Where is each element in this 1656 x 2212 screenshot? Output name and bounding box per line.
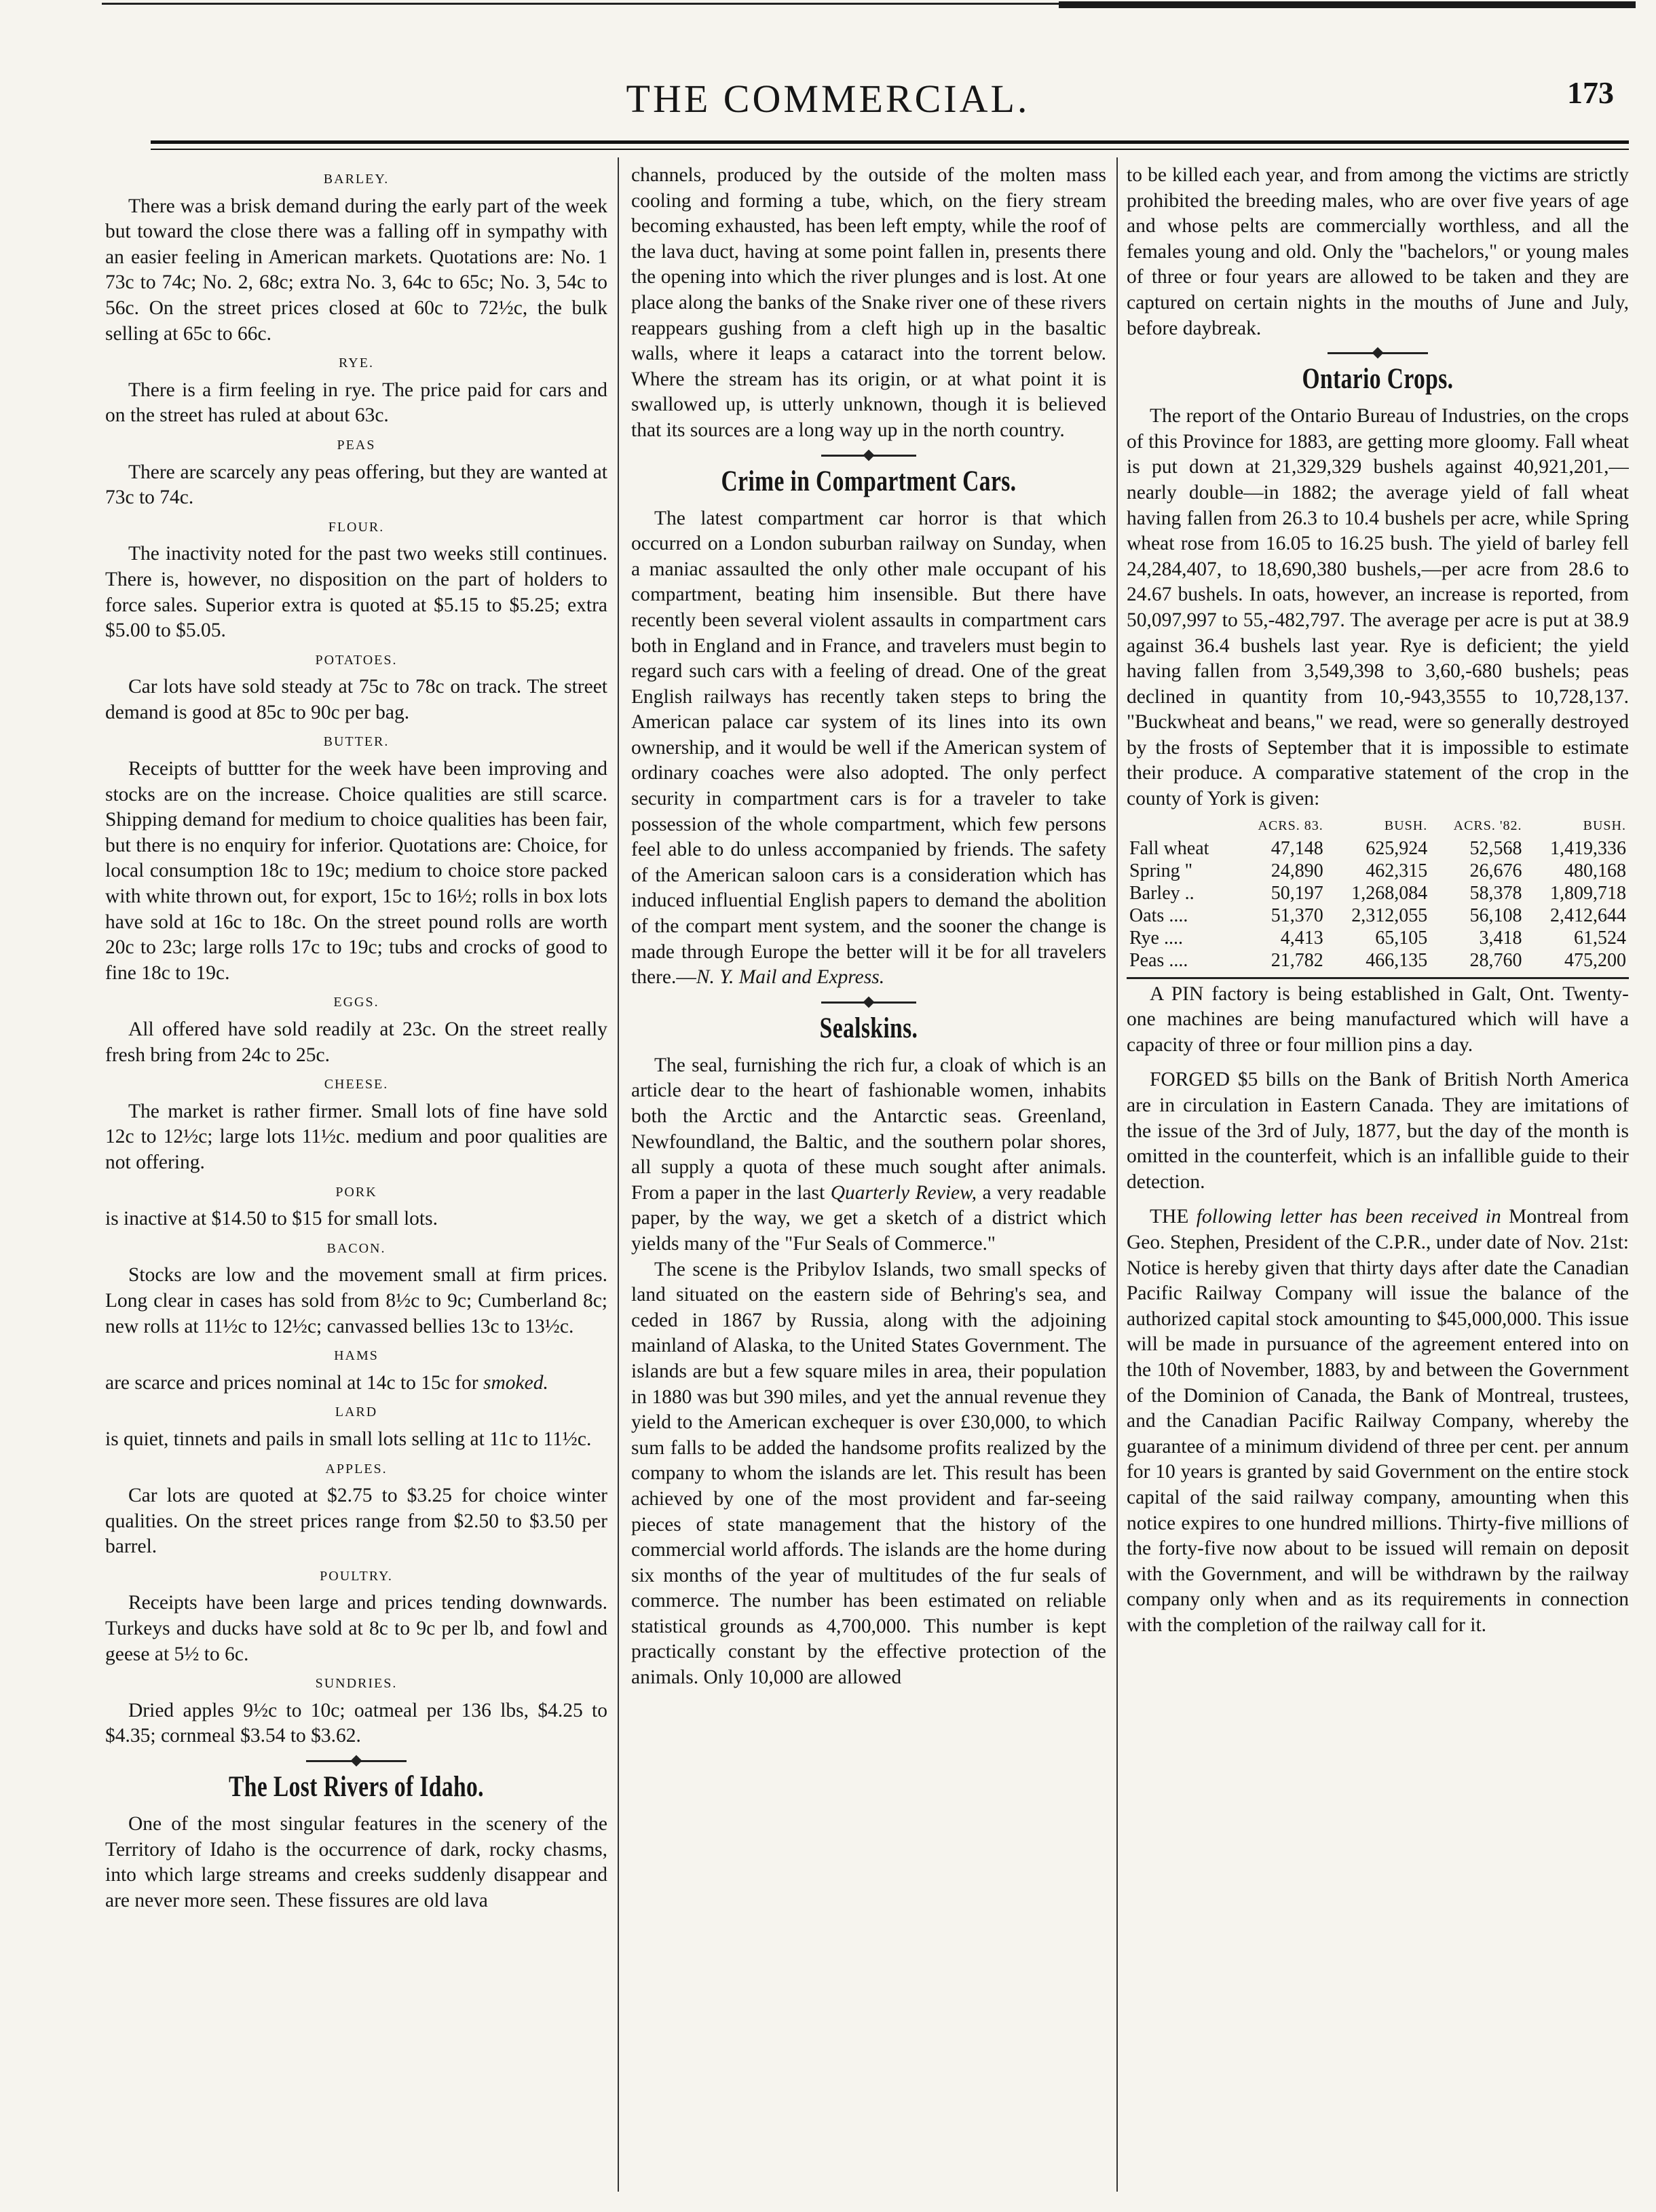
table-cell: 2,412,644 bbox=[1550, 904, 1626, 926]
table-cell: 625,924 bbox=[1366, 837, 1428, 859]
table-cell: 1,809,718 bbox=[1550, 882, 1626, 904]
table-cell: 61,524 bbox=[1574, 927, 1626, 949]
section-subhead: BUTTER. bbox=[323, 734, 390, 750]
text-run-italic: following letter has been received in bbox=[1188, 1206, 1501, 1228]
article-paragraph: The scene is the Pribylov Islands, two small specks of land situated on the eastern side of Behring's sea, and ceded in 1867 by Russia, along with the adjoining mainland of Alaska, to the United States Government. The islands are but a few square miles in area, their population in 1880 was but 390 miles, and yet the annual revenue they yield to the American exchequer is over £30,000, to which sum falls to be added the handsome profits realized by the company to whom the islands are let. This result has been achieved by one of the most provident and far-seeing pieces of state management that the history of the commercial world affords. The islands are the home during six months of the year of multitudes of the fur seals of commerce. The number has been estimated on reliable statistical grounds as 4,700,000. This number is kept practically constant by the effective protection of the animals. Only 10,000 are allowed bbox=[631, 1258, 1106, 1689]
ornamental-separator bbox=[631, 451, 1106, 460]
table-cell: Fall wheat bbox=[1129, 837, 1209, 859]
article-paragraph: channels, produced by the outside of the molten mass cooling and forming a tube, which, on the fiery stream becoming exhausted, has been left empty, while the roof of the lava duct, having at some point fallen in, presents there the opening into which the river plunges and is lost. At one place along the banks of the Snake river one of these rivers reappears gushing from a cleft high up in the basaltic walls, where it leaps a cataract into the torrent below. Where the stream has its origin, or at what point it is swallowed up, is utterly unknown, though it is believed that its sources are a long way up in the north country. bbox=[631, 164, 1106, 441]
column-3 bbox=[1127, 163, 1629, 2185]
header-rule-thin bbox=[151, 149, 1629, 150]
table-row bbox=[1127, 882, 1629, 904]
table-cell: 24,890 bbox=[1271, 860, 1323, 881]
table-row bbox=[1127, 949, 1629, 972]
table-cell: Barley .. bbox=[1129, 882, 1194, 904]
section-subhead: POULTRY. bbox=[320, 1568, 393, 1584]
lead-word: FORGED bbox=[1150, 1069, 1230, 1091]
table-cell: 1,419,336 bbox=[1550, 837, 1626, 859]
column-divider bbox=[1116, 157, 1118, 2192]
article-paragraph bbox=[105, 1371, 607, 1396]
top-heavy-rule bbox=[1059, 1, 1636, 8]
article-paragraph: The report of the Ontario Bureau of Industries, on the crops of this Province for 1883, are getting more gloomy. Fall wheat is put down at 21,329,329 bushels against 40,921,201,— nearly double—in 1882; the average yield of fall wheat having fallen from 26.3 to 10.4 bushels per acre, while Spring wheat rose from 16.05 to 16.25 bush. The yield of barley fell 24,284,407, to 18,690,380 bushels,—per acre from 28.6 to 24.67 bushels. In oats, however, an increase is reported, from 50,097,997 to 55,-482,797. The average per acre is put at 38.9 against 36.4 bushels last year. Rye is deficient; the yield having fallen from 3,549,398 to 3,60,-680 bushels; peas declined in quantity from 10,-943,3555 to 10,728,137. "Buckwheat and beans," we read, were so generally destroyed by the frosts of September that it is impossible to estimate their produce. A comparative statement of the crop in the county of York is given: bbox=[1127, 405, 1629, 810]
table-header-cell: BUSH. bbox=[1384, 818, 1428, 833]
table-cell: Oats .... bbox=[1129, 904, 1188, 926]
masthead-title: THE COMMERCIAL. bbox=[626, 77, 1030, 121]
article-paragraph: Receipts of buttter for the week have been improving and stocks are on the increase. Choice qualities are still scarce. Shipping demand for medium to choice qualities has been fair, but there is no enquiry for inferior. Quotations are: Choice, for local consumption 18c to 19c; medium to choice store packed with white thrown out, for export, 15c to 16½; rolls in box lots have sold at 16c to 18c. On the street pound rolls are worth 20c to 23c; large rolls 17c to 19c; tubs and crocks of good to fine 18c to 19c. bbox=[105, 758, 607, 984]
section-subhead: PEAS bbox=[337, 437, 376, 453]
section-subhead: LARD bbox=[335, 1405, 378, 1420]
article-paragraph: There are scarcely any peas offering, but they are wanted at 73c to 74c. bbox=[105, 461, 607, 509]
table-cell: 52,568 bbox=[1469, 837, 1522, 859]
table-cell: 28,760 bbox=[1469, 949, 1522, 971]
article-paragraph: is quiet, tinnets and pails in small lots selling at 11c to 11½c. bbox=[105, 1428, 592, 1450]
article-paragraph bbox=[1127, 1204, 1629, 1638]
table-cell: 50,197 bbox=[1271, 882, 1323, 904]
article-paragraph bbox=[1127, 982, 1629, 1059]
ornamental-separator bbox=[1127, 348, 1629, 358]
table-header-cell: ACRS. '82. bbox=[1453, 818, 1522, 833]
section-subhead: BARLEY. bbox=[323, 172, 390, 187]
article-paragraph bbox=[1127, 1067, 1629, 1195]
article-paragraph: The inactivity noted for the past two weeks still continues. There is, however, no disposition on the part of holders to force sales. Superior extra is quoted at $5.15 to $5.25; extra $5.00 to $5.05. bbox=[105, 543, 607, 642]
section-subhead: BACON. bbox=[326, 1240, 386, 1256]
section-subhead: HAMS bbox=[334, 1348, 379, 1364]
table-cell: 462,315 bbox=[1366, 860, 1428, 881]
article-paragraph: The market is rather firmer. Small lots of fine have sold 12c to 12½c; large lots 11½c. medium and poor qualities are not offering. bbox=[105, 1100, 607, 1173]
article-paragraph: to be killed each year, and from among the victims are strictly prohibited the breeding males, who are over five years of age and whose pelts are commercially worthless, and all the females young and old. Only the "bachelors," or young males of three or four years are allowed to be taken and they are captured on certain nights in the mouths of June and July, before daybreak. bbox=[1127, 164, 1629, 339]
text-run: The seal, furnishing the rich fur, a cloak of which is an article dear to the heart of fashionable women, inhabits both the Arctic and the Antarctic seas. Greenland, Newfoundland, the Baltic, and the southern polar shores, all supply a quota of these much sought after animals. From a paper in the last bbox=[631, 1054, 1106, 1204]
section-subhead: PORK bbox=[335, 1184, 377, 1200]
article-heading: The Lost Rivers of Idaho. bbox=[229, 1771, 484, 1804]
section-subhead: SUNDRIES. bbox=[315, 1676, 398, 1692]
table-header-row bbox=[1127, 815, 1629, 837]
text-run: Montreal from Geo. Stephen, President of the C.P.R., under date of Nov. 21st: Notice is hereby given that thirty days after date the Canadian Pacific Railway Company will issue the balance of the authorized capital stock amounting to $45,000,000. This issue will be made in pursuance of the agreement entered into on the 10th of November, 1883, by and between the Government of the Dominion of Canada, the Bank of Montreal, trustees, and the Canadian Pacific Railway Company, whereby the guarantee of a minimum dividend of three per cent. per annum for 10 years is granted by said Government on the entire stock capital of the said railway company, amounting when this notice expires to one hundred millions. Thirty-five millions of the forty-five now about to be issued will remain on deposit with the Government, and will be withdrawn by the railway company only when and as its requirements in connection with the completion of the railway call for it. bbox=[1127, 1206, 1629, 1636]
section-subhead: RYE. bbox=[339, 356, 374, 371]
article-heading: Ontario Crops. bbox=[1302, 363, 1454, 396]
article-paragraph bbox=[631, 506, 1106, 991]
section-subhead: CHEESE. bbox=[324, 1077, 389, 1092]
article-paragraph: There is a firm feeling in rye. The price paid for cars and on the street has ruled at about 63c. bbox=[105, 379, 607, 427]
article-paragraph: Receipts have been large and prices tending downwards. Turkeys and ducks have sold at 8c to 9c per lb, and fowl and geese at 5½ to 6c. bbox=[105, 1592, 607, 1665]
table-cell: Peas .... bbox=[1129, 949, 1188, 971]
table-cell: 51,370 bbox=[1271, 904, 1323, 926]
table-cell: 56,108 bbox=[1469, 904, 1522, 926]
text-run: a very readable paper, by the way, we get a sketch of a district which yields many of the "Fur Seals of Commerce." bbox=[631, 1181, 1106, 1255]
article-paragraph: All offered have sold readily at 23c. On the street really fresh bring from 24c to 25c. bbox=[105, 1018, 607, 1066]
article-paragraph: Dried apples 9½c to 10c; oatmeal per 136 lbs, $4.25 to $4.35; cornmeal $3.54 to $3.62. bbox=[105, 1699, 607, 1747]
article-paragraph: There was a brisk demand during the early part of the week but toward the close there was a falling off in sympathy with an easier feeling in American markets. Quotations are: No. 1 73c to 74c; No. 2, 68c; extra No. 3, 64c to 65c; No. 3, 54c to 56c. On the street prices closed at 60c to 72½c, the bulk selling at 65c to 66c. bbox=[105, 195, 607, 345]
table-cell: 466,135 bbox=[1366, 949, 1428, 971]
article-heading: Crime in Compartment Cars. bbox=[721, 465, 1017, 497]
column-2 bbox=[631, 163, 1106, 2185]
table-cell: 480,168 bbox=[1564, 860, 1626, 881]
table-cell: Rye .... bbox=[1129, 927, 1183, 949]
source-credit: Quarterly Review, bbox=[830, 1181, 977, 1204]
lead-word: A PIN bbox=[1150, 983, 1204, 1005]
article-paragraph: is inactive at $14.50 to $15 for small lots. bbox=[105, 1208, 438, 1230]
text-run: factory is being established in Galt, Ont. Twenty-one machines are being manufactured which will have a capacity of three or four million pins a day. bbox=[1127, 983, 1629, 1056]
text-run-italic: smoked. bbox=[483, 1371, 548, 1394]
text-run: The latest compartment car horror is that which occurred on a London suburban railway on Sunday, when a maniac assaulted the only other male occupant of his compartment, beating him insensible. But there have recently been several violent assaults in compartment cars both in England and in France, and travelers must begin to regard such cars with a feeling of dread. One of the great English railways has recently taken steps to bring the American palace car system of its lines into its own ownership, and it would be well if the American system of ordinary coaches were also adopted. The only perfect security in compartment cars is for a traveler to take possession of the whole compartment, which few persons feel able to do unless accompanied by friends. The safety of the American saloon cars is a consideration which has induced influential English papers to demand the abolition of the compart ment system, and the sooner the change is made through Europe the better will it be for all travelers there.— bbox=[631, 507, 1106, 989]
table-header-cell: BUSH. bbox=[1583, 818, 1626, 833]
article-paragraph: Stocks are low and the movement small at firm prices. Long clear in cases has sold from 8½c to 9c; Cumberland 8c; new rolls at 11½c to 12½c; canvassed bellies 13c to 13½c. bbox=[105, 1264, 607, 1337]
column-divider bbox=[618, 157, 619, 2192]
ornamental-separator bbox=[631, 997, 1106, 1007]
article-paragraph: Car lots have sold steady at 75c to 78c on track. The street demand is good at 85c to 90c per bag. bbox=[105, 676, 607, 723]
source-credit: N. Y. Mail and Express. bbox=[696, 966, 885, 989]
table-cell: 475,200 bbox=[1564, 949, 1626, 971]
column-1 bbox=[105, 163, 607, 2185]
table-row bbox=[1127, 837, 1629, 860]
table-cell: 21,782 bbox=[1271, 949, 1323, 971]
table-rule bbox=[1127, 977, 1629, 979]
table-cell: 4,413 bbox=[1280, 927, 1323, 949]
table-row bbox=[1127, 860, 1629, 882]
article-paragraph bbox=[631, 1053, 1106, 1257]
lead-word: THE bbox=[1150, 1206, 1189, 1228]
table-cell: 65,105 bbox=[1375, 927, 1428, 949]
text-run: are scarce and prices nominal at 14c to 15c for bbox=[105, 1371, 483, 1394]
table-cell: Spring " bbox=[1129, 860, 1193, 881]
article-heading: Sealskins. bbox=[819, 1012, 918, 1044]
table-cell: 3,418 bbox=[1479, 927, 1522, 949]
table-row bbox=[1127, 904, 1629, 927]
table-cell: 1,268,084 bbox=[1351, 882, 1428, 904]
section-subhead: FLOUR. bbox=[328, 519, 385, 535]
table-cell: 58,378 bbox=[1469, 882, 1522, 904]
table-row bbox=[1127, 927, 1629, 949]
table-header-cell: ACRS. 83. bbox=[1258, 818, 1323, 833]
page-number: 173 bbox=[1567, 75, 1614, 110]
crop-table bbox=[1127, 815, 1629, 972]
header-rule bbox=[151, 140, 1629, 144]
article-paragraph: Car lots are quoted at $2.75 to $3.25 for choice winter qualities. On the street prices range from $2.50 to $3.50 per barrel. bbox=[105, 1485, 607, 1558]
article-paragraph: One of the most singular features in the scenery of the Territory of Idaho is the occurrence of dark, rocky chasms, into which large streams and creeks suddenly disappear and are never more seen. These fissures are old lava bbox=[105, 1813, 607, 1911]
table-header-cell bbox=[1127, 815, 1235, 837]
table-cell: 2,312,055 bbox=[1351, 904, 1428, 926]
section-subhead: APPLES. bbox=[325, 1461, 388, 1476]
table-cell: 47,148 bbox=[1271, 837, 1323, 859]
section-subhead: POTATOES. bbox=[315, 652, 398, 668]
ornamental-separator bbox=[105, 1756, 607, 1766]
section-subhead: EGGS. bbox=[333, 995, 379, 1010]
table-cell: 26,676 bbox=[1469, 860, 1522, 881]
text-run: $5 bills on the Bank of British North America are in circulation in Eastern Canada. They are imitations of the issue of the 3rd of July, 1877, but the day of the month is omitted in the counterfeit, which is an infallible guide to their detection. bbox=[1127, 1069, 1629, 1193]
